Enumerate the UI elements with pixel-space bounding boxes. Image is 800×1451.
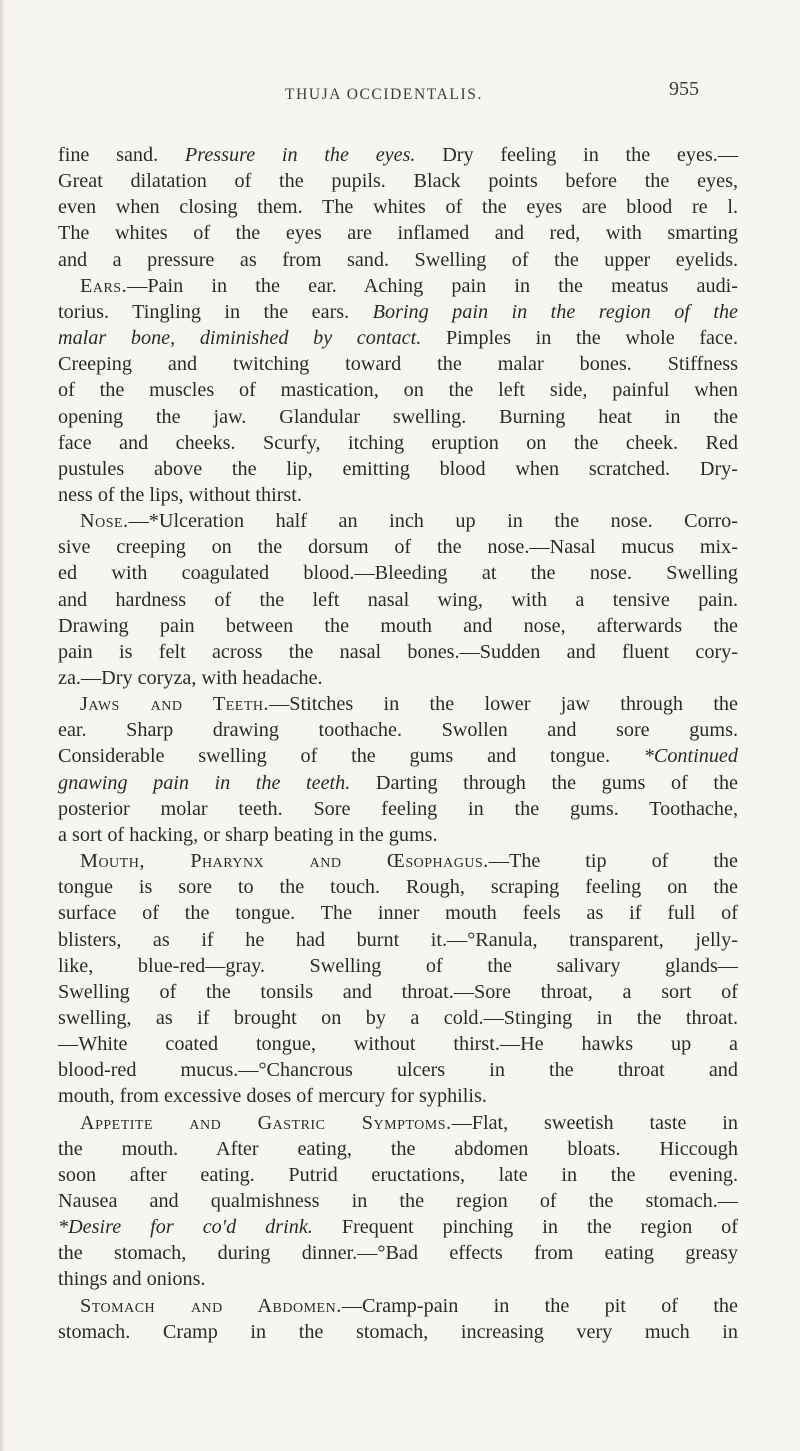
text-line	[58, 1005, 738, 1031]
text-run: Darting through the gums of the	[350, 771, 739, 794]
text-run: —Flat, sweetish taste in	[451, 1111, 738, 1134]
text-line	[58, 351, 738, 377]
text-line	[58, 247, 738, 273]
text-run: and a pressure as from sand. Swelling of the upper eyelids.	[58, 248, 738, 271]
text-run: ed with coagulated blood.—Bleeding at the nose. Swelling	[58, 562, 738, 585]
text-run: Pimples in the whole face.	[421, 327, 738, 350]
text-line	[58, 430, 738, 456]
text-run: of the muscles of mastication, on the left side, painful when	[58, 379, 738, 402]
text-run: The whites of the eyes are inflamed and red, with smarting	[58, 222, 738, 245]
text-run: even when closing them. The whites of the eyes are blood re l.	[58, 196, 738, 219]
text-line	[58, 613, 738, 639]
section-heading: Appetite and Gastric Symptoms.	[80, 1111, 452, 1134]
text-run: ness of the lips, without thirst.	[58, 483, 302, 506]
text-run: stomach. Cramp in the stomach, increasing very much in	[58, 1320, 738, 1343]
text-line	[58, 1057, 738, 1083]
page-number: 955	[669, 78, 699, 100]
section-heading: Stomach and Abdomen.	[80, 1294, 342, 1317]
emphasized-text: Boring pain in the region of the	[372, 300, 739, 323]
text-line	[58, 1136, 738, 1162]
text-line	[58, 456, 738, 482]
text-line	[58, 299, 738, 325]
text-run: posterior molar teeth. Sore feeling in the gums. Toothache,	[58, 797, 738, 820]
text-run: swelling, as if brought on by a cold.—Stinging in the throat.	[58, 1006, 738, 1029]
emphasized-text: Pressure in the eyes.	[184, 144, 416, 166]
text-run: blood-red mucus.—°Chancrous ulcers in the throat and	[58, 1059, 738, 1082]
text-line	[58, 953, 738, 979]
text-run: Nausea and qualmishness in the region of the stomach.—	[58, 1190, 738, 1212]
text-line	[58, 927, 738, 953]
text-line	[58, 979, 738, 1005]
text-line	[58, 1214, 738, 1240]
text-run: blisters, as if he had burnt it.—°Ranula, transparent, jelly-	[58, 928, 738, 951]
text-line	[58, 1031, 738, 1057]
text-line	[58, 482, 738, 508]
text-line	[58, 587, 738, 613]
text-run: pain is felt across the nasal bones.—Sudden and fluent cory-	[58, 640, 738, 663]
running-head: THUJA OCCIDENTALIS.	[285, 86, 483, 103]
emphasized-text: gnawing pain in the teeth.	[58, 771, 351, 794]
text-line	[58, 796, 738, 822]
section-heading: Nose.	[80, 510, 129, 533]
text-run: sive creeping on the dorsum of the nose.—Nasal mucus mix-	[58, 536, 738, 559]
text-line	[58, 1188, 738, 1214]
section-heading: Jaws and Teeth.	[80, 693, 270, 716]
text-run: tongue is sore to the touch. Rough, scraping feeling on the	[58, 876, 738, 899]
text-run: —White coated tongue, without thirst.—He hawks up a	[58, 1033, 738, 1056]
text-line	[58, 639, 738, 665]
text-run: —Stitches in the lower jaw through the	[269, 693, 738, 716]
text-run: —Cramp-pain in the pit of the	[341, 1294, 738, 1317]
page-header	[0, 78, 800, 108]
emphasized-text: malar bone, diminished by contact.	[58, 327, 422, 350]
text-run: Dry feeling in the eyes.—	[415, 144, 739, 166]
text-run: the mouth. After eating, the abdomen bloats. Hiccough	[58, 1137, 738, 1160]
text-line	[58, 404, 738, 430]
text-line	[80, 508, 738, 534]
page-edge-shadow	[0, 0, 5, 1451]
section-heading: Ears.	[80, 274, 128, 297]
text-run: —Pain in the ear. Aching pain in the meatus audi-	[127, 274, 738, 297]
text-line	[58, 560, 738, 586]
text-line	[58, 377, 738, 403]
text-line	[58, 325, 738, 351]
emphasized-text: *Desire for co'd drink.	[58, 1216, 313, 1239]
text-run: fine sand.	[58, 144, 185, 166]
text-line	[58, 168, 738, 194]
text-line	[80, 1293, 738, 1319]
emphasized-text: *Continued	[643, 745, 738, 768]
text-run: Swelling of the tonsils and throat.—Sore throat, a sort of	[58, 980, 738, 1003]
text-run: the stomach, during dinner.—°Bad effects from eating greasy	[58, 1242, 738, 1265]
text-line	[58, 1162, 738, 1188]
text-line	[58, 770, 738, 796]
text-run: ear. Sharp drawing toothache. Swollen and sore gums.	[58, 719, 738, 742]
text-run: a sort of hacking, or sharp beating in the gums.	[58, 823, 438, 846]
text-line	[58, 1083, 738, 1109]
text-line	[58, 717, 738, 743]
text-line	[58, 1319, 738, 1345]
text-run: like, blue-red—gray. Swelling of the salivary glands—	[58, 954, 738, 977]
text-run: torius. Tingling in the ears.	[58, 300, 373, 323]
text-line	[58, 534, 738, 560]
text-run: surface of the tongue. The inner mouth feels as if full of	[58, 902, 738, 925]
text-run: Considerable swelling of the gums and tongue.	[58, 745, 644, 768]
text-run: mouth, from excessive doses of mercury for syphilis.	[58, 1085, 487, 1108]
text-line	[80, 848, 738, 874]
text-run: soon after eating. Putrid eructations, late in the evening.	[58, 1163, 738, 1186]
section-heading: Mouth, Pharynx and Œsophagus.	[80, 850, 489, 873]
text-line	[58, 665, 738, 691]
text-line	[58, 743, 738, 769]
text-line	[58, 194, 738, 220]
text-line	[58, 220, 738, 246]
text-line	[58, 1240, 738, 1266]
text-run: opening the jaw. Glandular swelling. Burning heat in the	[58, 405, 738, 428]
text-run: Frequent pinching in the region of	[312, 1216, 738, 1239]
text-run: —*Ulceration half an inch up in the nose. Corro-	[128, 510, 738, 533]
text-run: pustules above the lip, emitting blood when scratched. Dry-	[58, 457, 738, 480]
text-line	[80, 1110, 738, 1136]
text-run: Drawing pain between the mouth and nose, afterwards the	[58, 614, 738, 637]
text-line	[58, 900, 738, 926]
text-line	[58, 142, 738, 168]
text-run: face and cheeks. Scurfy, itching eruption on the cheek. Red	[58, 431, 738, 454]
text-line	[80, 273, 738, 299]
text-line	[58, 874, 738, 900]
text-run: Great dilatation of the pupils. Black points before the eyes,	[58, 170, 738, 193]
text-line	[80, 691, 738, 717]
text-run: Creeping and twitching toward the malar bones. Stiffness	[58, 353, 738, 376]
text-run: —The tip of the	[488, 850, 738, 873]
text-run: things and onions.	[58, 1268, 206, 1291]
text-run: and hardness of the left nasal wing, with a tensive pain.	[58, 588, 738, 611]
text-line	[58, 822, 738, 848]
text-line	[58, 1266, 738, 1292]
text-run: za.—Dry coryza, with headache.	[58, 667, 323, 689]
